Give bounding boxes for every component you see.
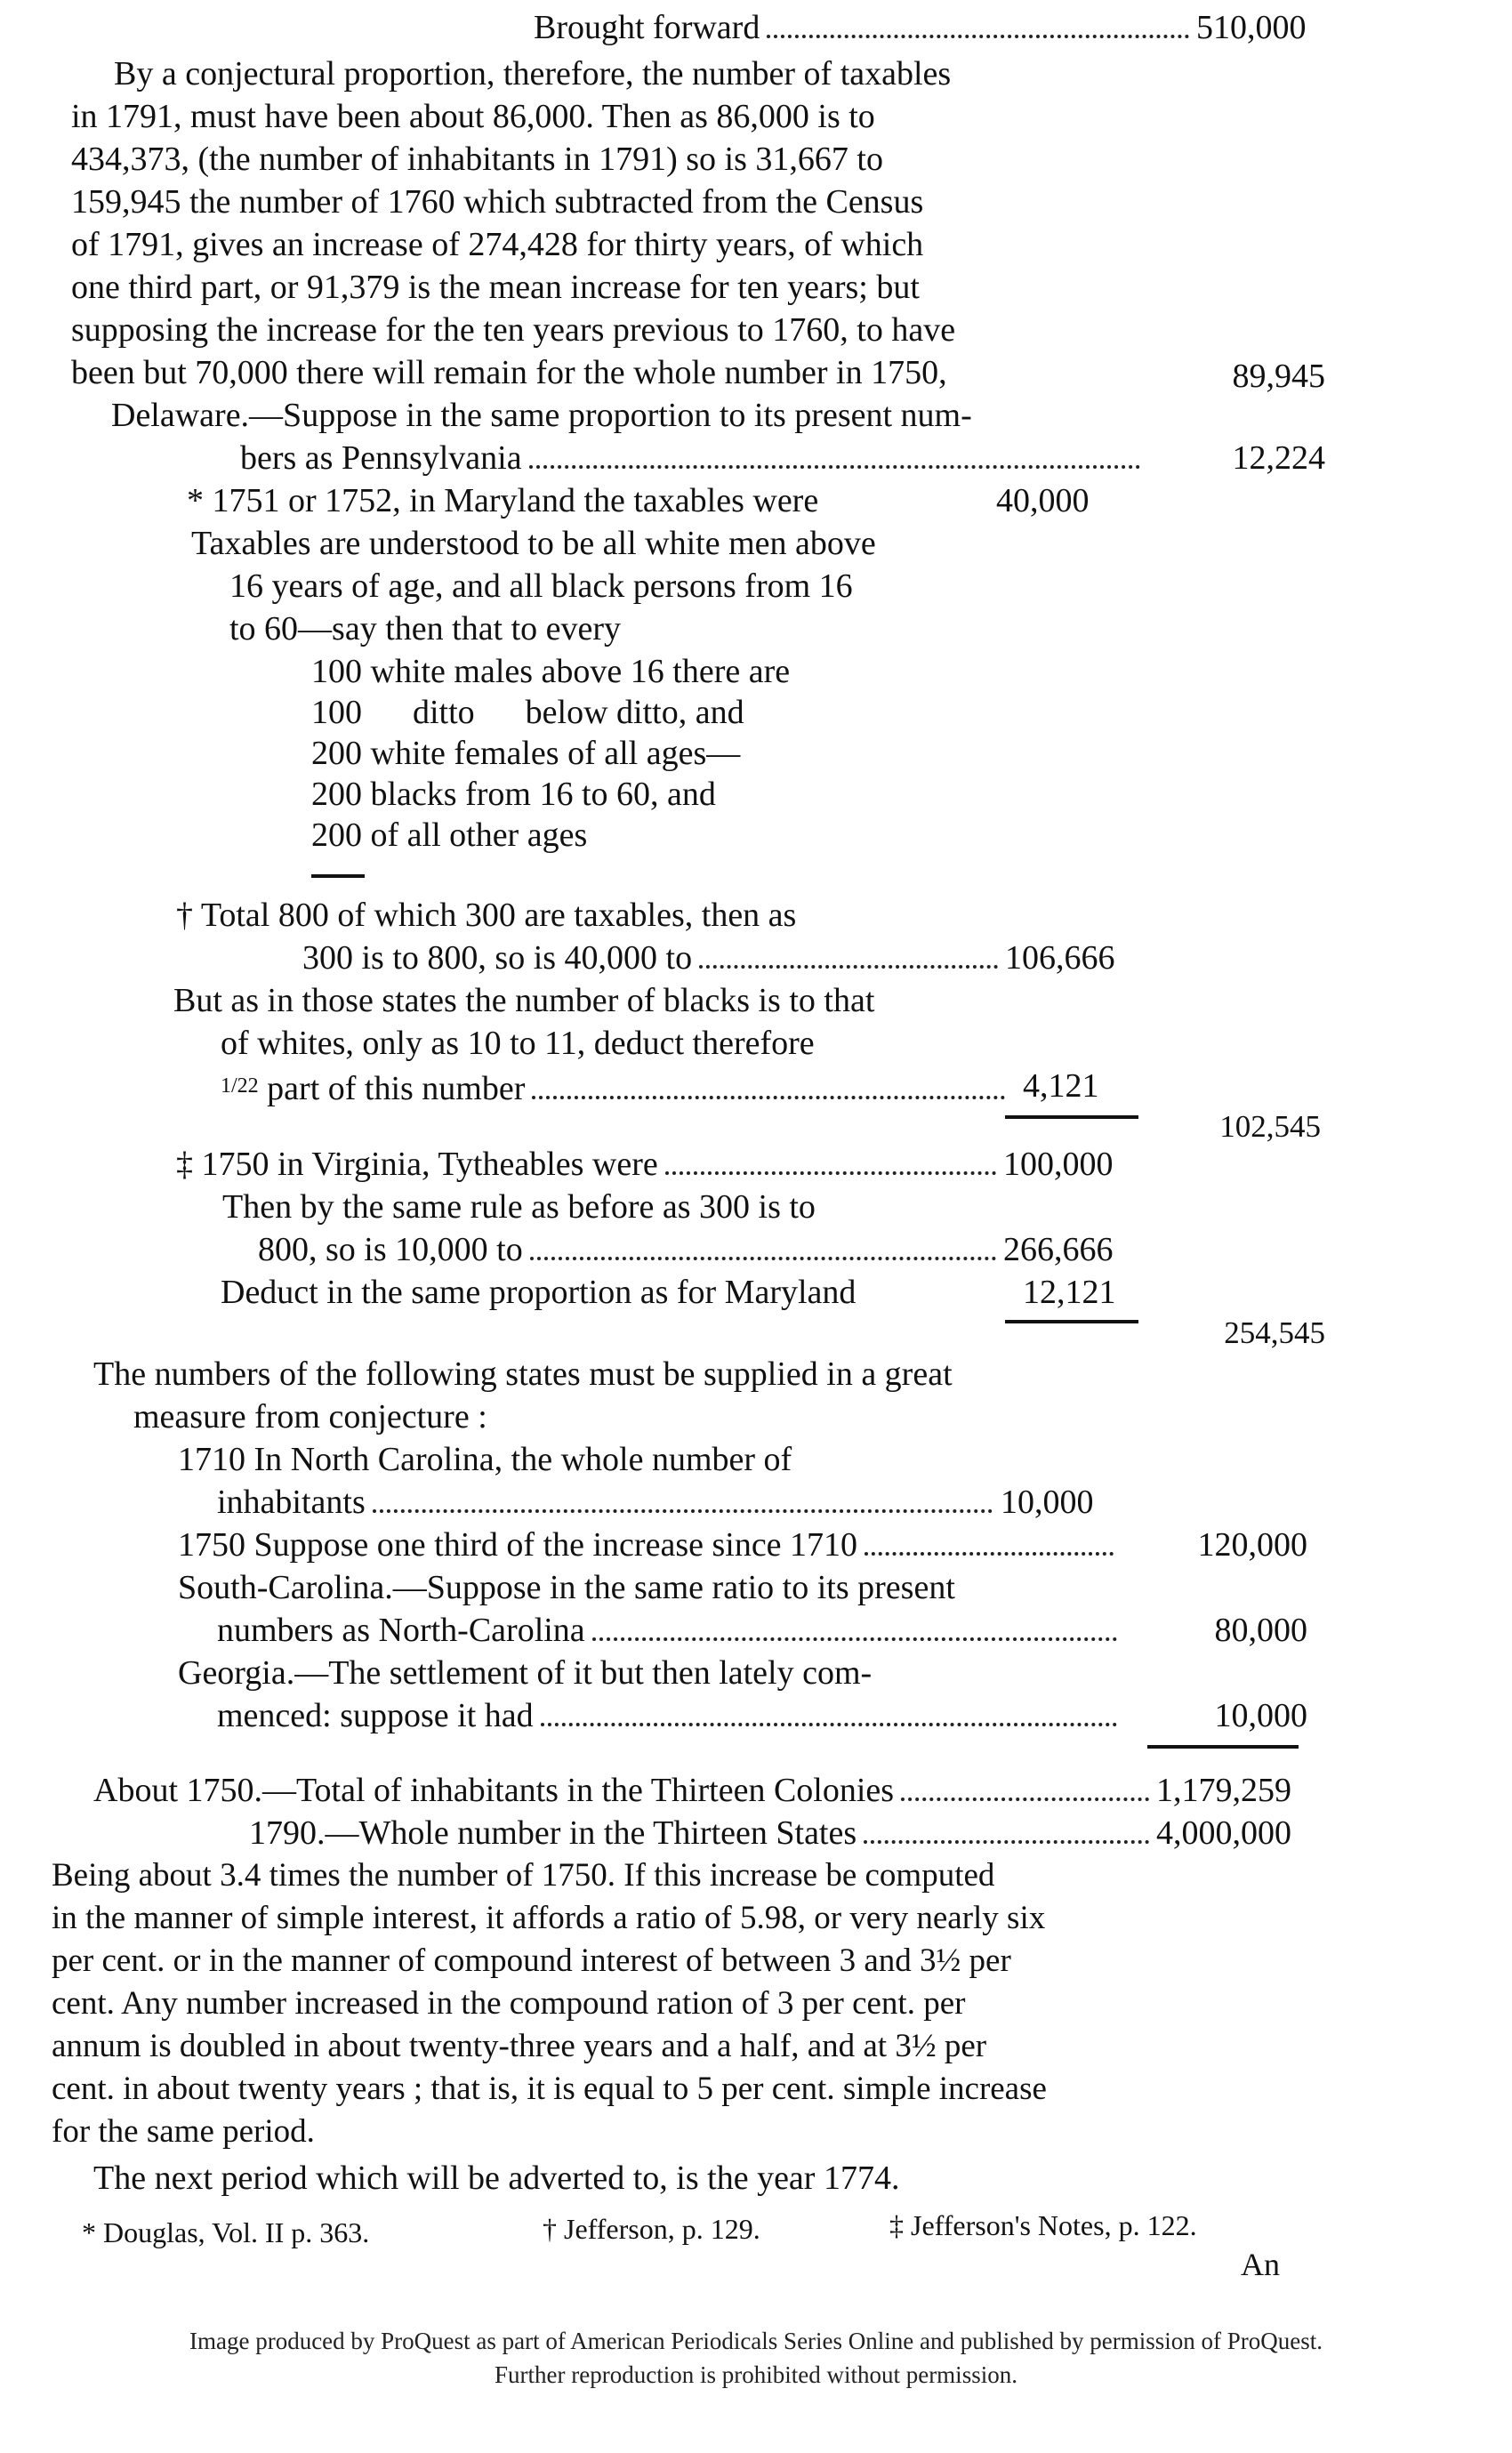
virginia-line-3 [258,1229,1003,1270]
nc-line-2 [217,1482,1000,1523]
maryland-but-line-2: of whites, only as 10 to 11, deduct therefore [221,1025,815,1062]
para1-line-6: one third part, or 91,379 is the mean increase for ten years; but [71,269,920,306]
total-1790-line [249,1813,1156,1854]
para1-line-1: By a conjectural proportion, therefore, the number of taxables [114,55,952,92]
maryland-line-4: to 60—say then that to every [229,610,622,647]
nc-line-1: 1710 In North Carolina, the whole number of [178,1441,792,1478]
conjecture-line-1: The numbers of the following states must be supplied in a great [93,1355,953,1393]
maryland-subtotal: 102,545 [1219,1109,1321,1144]
footnote-jefferson-notes: ‡ Jefferson's Notes, p. 122. [889,2209,1197,2241]
nc-value: 10,000 [1001,1484,1094,1521]
virginia-tytheables-value: 100,000 [1003,1146,1114,1183]
total-1750-value: 1,179,259 [1156,1772,1291,1809]
leader-dots [767,35,1189,38]
virginia-rule-value: 266,666 [1003,1231,1114,1268]
para1-line-8: been but 70,000 there will remain for the whole number in 1750, [71,354,947,391]
maryland-but-line-3 [221,1066,1012,1109]
credit-line-1: Image produced by ProQuest as part of American Periodicals Series Online and published by permission of ProQuest. [189,2328,1323,2354]
list-divider [311,874,365,878]
sc-line-2 [217,1610,1124,1651]
leader-dots [532,1096,1005,1099]
maryland-taxables-value: 40,000 [996,482,1090,519]
leader-dots [541,1723,1117,1726]
ga-line-2 [217,1695,1124,1736]
total-1750-line [93,1770,1156,1811]
virginia-deduct-value: 12,121 [1023,1274,1116,1311]
para2-line-5: annum is doubled in about twenty-three years and a half, and at 3½ per [52,2028,987,2064]
virginia-label: ‡ 1750 in Virginia, Tytheables were [176,1146,658,1183]
ga-line-1: Georgia.—The settlement of it but then lately com- [178,1654,873,1692]
nc1750-label: 1750 Suppose one third of the increase since 1710 [178,1526,858,1564]
fraction-value: 1/22 [221,1074,259,1098]
maryland-sum-rule [1005,1115,1138,1119]
maryland-deduct-value: 4,121 [1023,1067,1099,1105]
delaware-line-1: Delaware.—Suppose in the same proportion to its present num- [111,397,972,434]
maryland-line-3: 16 years of age, and all black persons from 16 [229,567,853,605]
maryland-total-value: 106,666 [1005,939,1115,977]
brought-forward-line [534,7,1196,48]
para2-line-3: per cent. or in the manner of compound interest of between 3 and 3½ per [52,1942,1011,1979]
leader-dots [864,1840,1149,1844]
footnote-jefferson: † Jefferson, p. 129. [543,2213,760,2245]
para1-value: 89,945 [1232,358,1325,395]
leader-dots [529,465,1140,469]
leader-dots [865,1552,1114,1556]
maryland-list-3: 200 white females of all ages— [311,735,741,772]
maryland-line-2: Taxables are understood to be all white men above [191,525,876,562]
total-1790-label: 1790.—Whole number in the Thirteen States [249,1814,857,1852]
maryland-total-label: 300 is to 800, so is 40,000 to [302,939,693,977]
maryland-deduct-label: part of this number [267,1070,526,1107]
credit-line-2: Further reproduction is prohibited without permission. [495,2361,1017,2388]
virginia-sum-rule [1005,1320,1138,1323]
delaware-value: 12,224 [1232,439,1325,477]
delaware-label: bers as Pennsylvania [240,439,522,477]
virginia-line-4: Deduct in the same proportion as for Maryland [221,1274,857,1311]
para1-line-5: of 1791, gives an increase of 274,428 for thirty years, of which [71,226,924,263]
nc1750-line [178,1524,1121,1565]
virginia-line-2: Then by the same rule as before as 300 is to [222,1188,816,1226]
para2-line-6: cent. in about twenty years ; that is, it is equal to 5 per cent. simple increase [52,2071,1047,2107]
leader-dots [373,1509,993,1513]
virginia-rule-label: 800, so is 10,000 to [258,1231,523,1268]
leader-dots [699,965,998,969]
conjecture-line-2: measure from conjecture : [133,1398,487,1436]
leader-dots [530,1257,996,1260]
next-period: The next period which will be adverted to, is the year 1774. [93,2159,900,2197]
virginia-line-1 [176,1144,1003,1185]
ga-value: 10,000 [1214,1697,1307,1734]
nc-label: inhabitants [217,1484,366,1521]
para2-line-2: in the manner of simple interest, it affords a ratio of 5.98, or very nearly six [52,1900,1046,1936]
ga-label: menced: suppose it had [217,1697,534,1734]
footnote-douglas: * Douglas, Vol. II p. 363. [82,2216,370,2248]
para1-line-3: 434,373, (the number of inhabitants in 1791) so is 31,667 to [71,141,883,178]
catchword: An [1241,2247,1280,2282]
leader-dots [592,1637,1117,1641]
para1-line-4: 159,945 the number of 1760 which subtracted from the Census [71,183,924,221]
fraction [221,1066,525,1109]
maryland-list-5: 200 of all other ages [311,816,588,854]
para2-line-4: cent. Any number increased in the compound ration of 3 per cent. per [52,1985,966,2022]
delaware-line-2 [240,438,1147,479]
maryland-but-line-1: But as in those states the number of blacks is to that [173,982,875,1019]
maryland-list-1: 100 white males above 16 there are [311,653,791,690]
total-1790-value: 4,000,000 [1156,1814,1291,1852]
maryland-total-line-1: † Total 800 of which 300 are taxables, then as [176,897,797,934]
sc-value: 80,000 [1214,1612,1307,1649]
para2-line-1: Being about 3.4 times the number of 1750. If this increase be computed [52,1857,995,1894]
sc-line-1: South-Carolina.—Suppose in the same ratio to its present [178,1569,955,1606]
leader-dots [901,1798,1149,1801]
leader-dots [665,1171,996,1175]
total-1750-label: About 1750.—Total of inhabitants in the Thirteen Colonies [93,1772,895,1809]
sc-label: numbers as North-Carolina [217,1612,585,1649]
maryland-list-2: 100 ditto below ditto, and [311,694,744,731]
maryland-total-line-2 [302,937,1005,978]
maryland-line-1: * 1751 or 1752, in Maryland the taxables were [187,482,819,519]
para2-line-7: for the same period. [52,2113,315,2150]
para1-line-2: in 1791, must have been about 86,000. Then as 86,000 is to [71,98,875,135]
virginia-subtotal: 254,545 [1224,1315,1325,1350]
brought-forward-label: Brought forward [534,9,760,46]
brought-forward-value: 510,000 [1196,9,1307,46]
para1-line-7: supposing the increase for the ten years previous to 1760, to have [71,311,956,349]
nc1750-value: 120,000 [1197,1526,1307,1564]
states-sum-rule [1147,1745,1299,1749]
maryland-list-4: 200 blacks from 16 to 60, and [311,776,716,813]
